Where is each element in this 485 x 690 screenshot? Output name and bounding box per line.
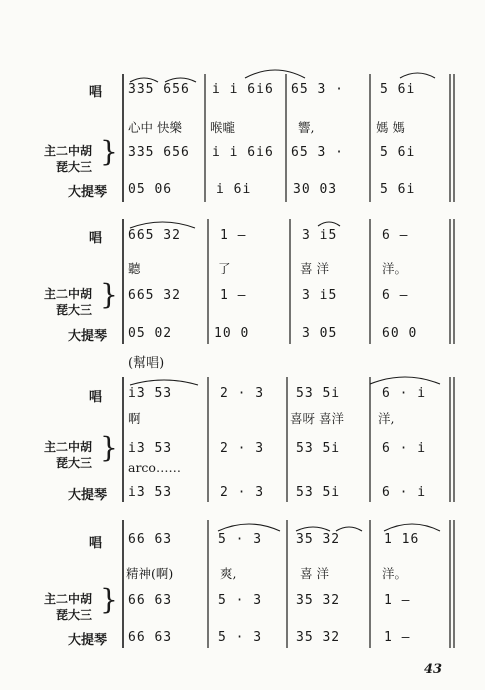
brace: } [100, 583, 118, 616]
part-label-pidasan: 琵大三 [56, 456, 93, 470]
note-group: 1 — [384, 630, 411, 645]
note-group: 10 0 [214, 326, 250, 341]
part-label-sing: 唱 [89, 536, 103, 551]
note-group: 5 6i [380, 82, 416, 97]
note-group: 5 6i [380, 182, 416, 197]
slur [336, 527, 362, 531]
part-label-zhuerzhonghu: 主二中胡 [44, 287, 93, 301]
note-group: i i 6i6 [212, 82, 274, 97]
note-group: 66 63 [128, 630, 173, 645]
note-group: 1 16 [384, 532, 420, 547]
note-group: i 6i [216, 182, 252, 197]
lyric: 喉嚨 [210, 120, 236, 135]
note-group: 60 0 [382, 326, 418, 341]
note-group: 2 · 3 [220, 485, 265, 500]
part-label-datiqin: 大提琴 [68, 633, 108, 648]
note-group: 5 6i [380, 145, 416, 160]
note-group: 35 32 [296, 630, 341, 645]
note-group: 665 32 [128, 228, 181, 243]
note-group: 6 — [382, 228, 409, 243]
slur [218, 524, 280, 531]
part-label-pidasan: 琵大三 [56, 160, 93, 174]
lyric: 心中 快樂 [128, 120, 182, 135]
bangchang-marker: (幫唱) [128, 356, 165, 371]
note-group: 65 3 · [291, 145, 344, 160]
lyric: 洋。 [382, 261, 408, 276]
note-group: 6 · i [382, 485, 427, 500]
note-group: i3 53 [128, 386, 173, 401]
part-label-pidasan: 琵大三 [56, 608, 93, 622]
note-group: 30 03 [293, 182, 338, 197]
note-group: 05 02 [128, 326, 173, 341]
note-group: 1 — [384, 593, 411, 608]
note-group: 6 · i [382, 386, 427, 401]
slur [296, 527, 330, 531]
part-label-sing: 唱 [89, 85, 103, 100]
note-group: 53 5i [296, 386, 341, 401]
note-group: 3 i5 [302, 288, 338, 303]
note-group: 335 656 [128, 145, 190, 160]
note-group: 2 · 3 [220, 441, 265, 456]
note-group: i3 53 [128, 441, 173, 456]
part-label-datiqin: 大提琴 [68, 488, 108, 503]
lyric: 精神(啊) [126, 566, 174, 581]
page-number: 43 [424, 662, 443, 677]
brace: } [100, 135, 118, 168]
lyric: 喜 洋 [300, 261, 329, 276]
note-group: 65 3 · [291, 82, 344, 97]
part-label-zhuerzhonghu: 主二中胡 [44, 144, 93, 158]
note-group: 5 · 3 [218, 630, 263, 645]
part-label-datiqin: 大提琴 [68, 185, 108, 200]
lyric: 了 [218, 261, 231, 276]
slur [245, 70, 305, 78]
arco-marking: arco…… [128, 460, 181, 475]
brace: } [100, 278, 118, 311]
lyric: 媽 媽 [376, 120, 405, 135]
slur [130, 380, 198, 385]
note-group: 35 32 [296, 593, 341, 608]
slur [384, 524, 440, 531]
note-group: 3 05 [302, 326, 338, 341]
note-group: 1 — [220, 228, 247, 243]
slur [318, 222, 340, 226]
note-group: 335 656 [128, 82, 190, 97]
lyric: 啊 [128, 411, 141, 426]
note-group: 665 32 [128, 288, 181, 303]
slur [400, 73, 435, 78]
note-group: i i 6i6 [212, 145, 274, 160]
note-group: 66 63 [128, 532, 173, 547]
note-group: 53 5i [296, 441, 341, 456]
part-label-zhuerzhonghu: 主二中胡 [44, 592, 93, 606]
note-group: i3 53 [128, 485, 173, 500]
note-group: 53 5i [296, 485, 341, 500]
lyric: 響, [298, 120, 315, 135]
note-group: 2 · 3 [220, 386, 265, 401]
lyric: 喜 洋 [300, 566, 329, 581]
note-group: 5 · 3 [218, 593, 263, 608]
slur [370, 377, 440, 384]
note-group: 3 i5 [302, 228, 338, 243]
note-group: 05 06 [128, 182, 173, 197]
brace: } [100, 431, 118, 464]
note-group: 35 32 [296, 532, 341, 547]
note-group: 1 — [220, 288, 247, 303]
note-group: 6 · i [382, 441, 427, 456]
note-group: 66 63 [128, 593, 173, 608]
part-label-pidasan: 琵大三 [56, 303, 93, 317]
lyric: 洋, [378, 411, 395, 426]
note-group: 5 · 3 [218, 532, 263, 547]
part-label-datiqin: 大提琴 [68, 329, 108, 344]
part-label-zhuerzhonghu: 主二中胡 [44, 440, 93, 454]
lyric: 聽 [128, 261, 141, 276]
lyric: 喜呀 喜洋 [290, 411, 344, 426]
part-label-sing: 唱 [89, 231, 103, 246]
part-label-sing: 唱 [89, 390, 103, 405]
lyric: 爽, [220, 566, 237, 581]
note-group: 6 — [382, 288, 409, 303]
lyric: 洋。 [382, 566, 408, 581]
